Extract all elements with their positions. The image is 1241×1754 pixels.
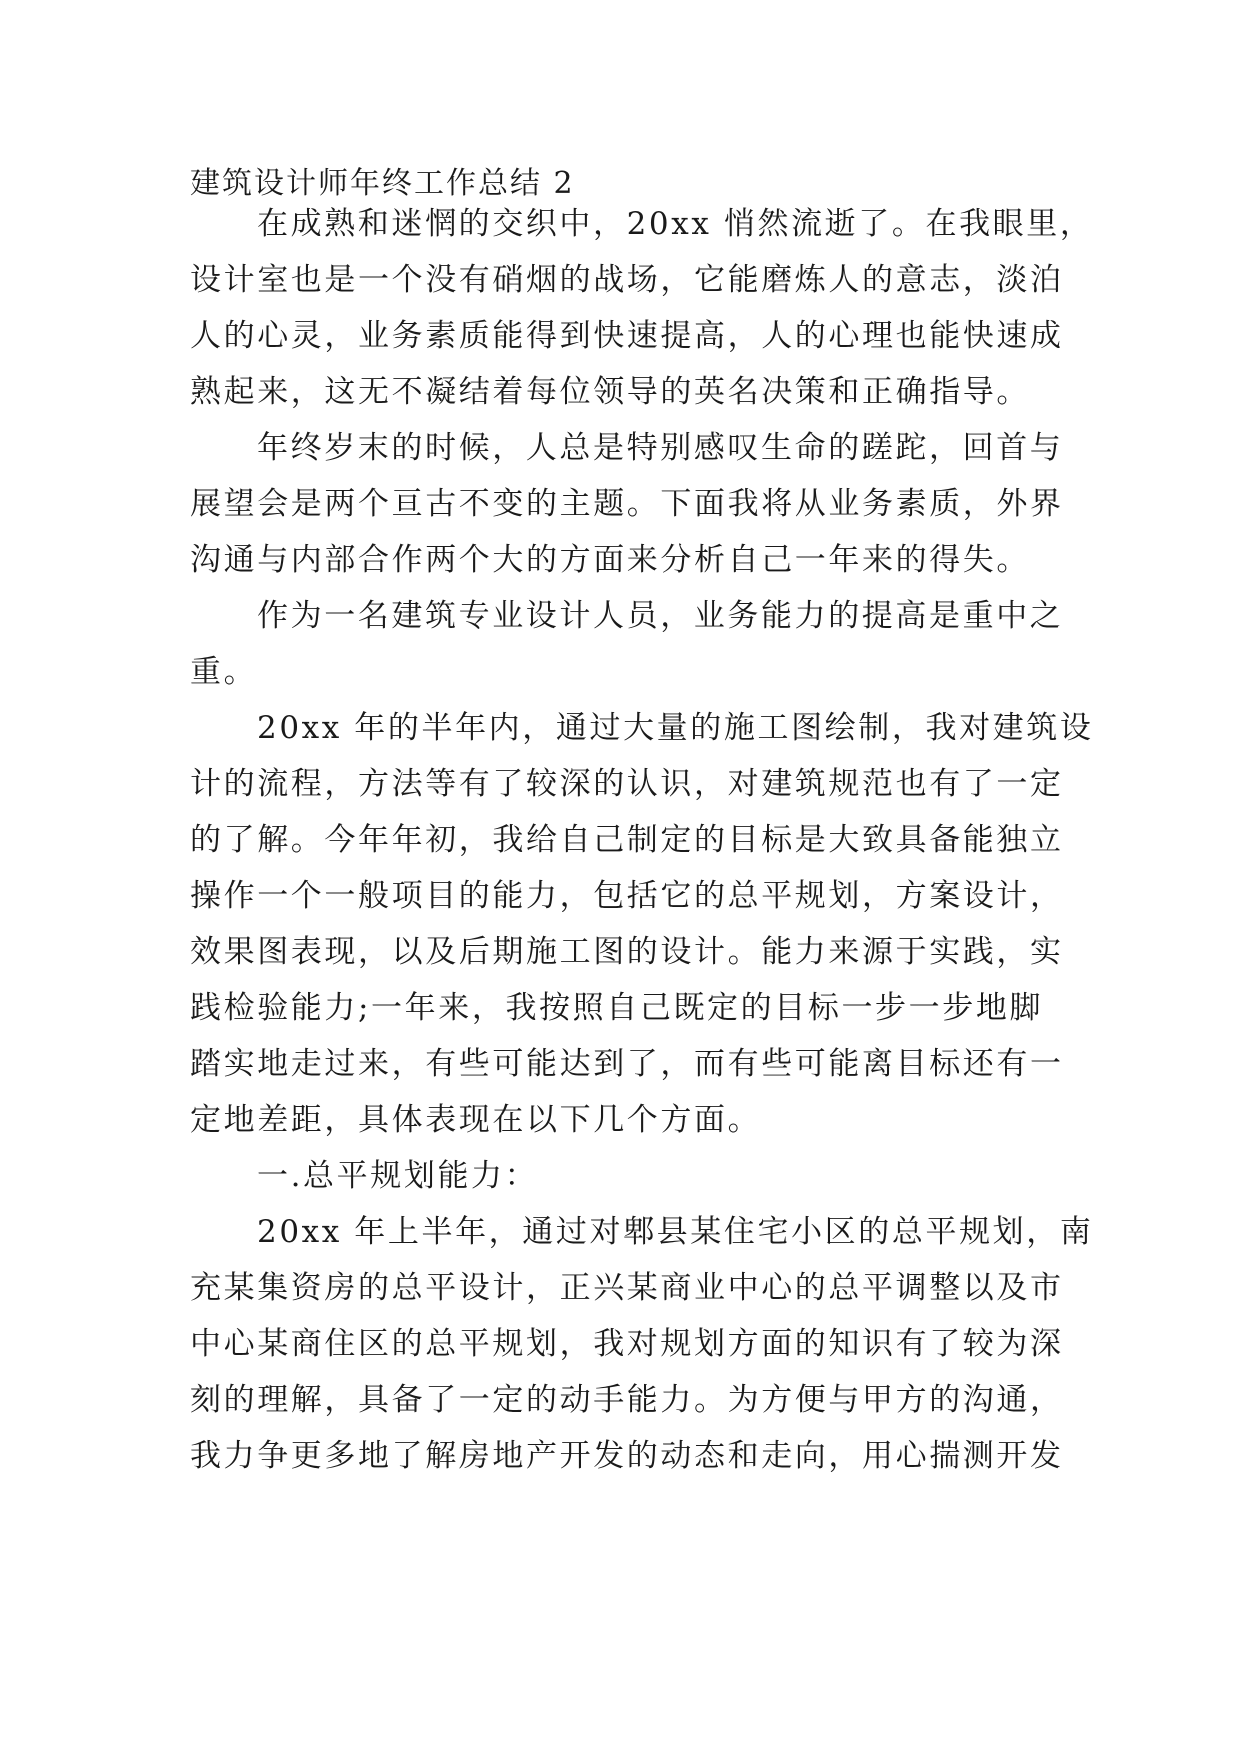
text-line: 沟通与内部合作两个大的方面来分析自己一年来的得失。 (190, 542, 1030, 578)
text-line: 定地差距，具体表现在以下几个方面。 (190, 1102, 762, 1138)
text-line: 踏实地走过来，有些可能达到了，而有些可能离目标还有一 (190, 1046, 1064, 1082)
text-line: 我力争更多地了解房地产开发的动态和走向，用心揣测开发 (190, 1438, 1064, 1474)
text-line: 年终岁末的时候，人总是特别感叹生命的蹉跎，回首与 (257, 430, 1064, 466)
text-line: 重。 (190, 654, 258, 690)
text-line: 操作一个一般项目的能力，包括它的总平规划，方案设计， (190, 878, 1064, 914)
text-line: 展望会是两个亘古不变的主题。下面我将从业务素质，外界 (190, 486, 1064, 522)
text-line: 人的心灵，业务素质能得到快速提高，人的心理也能快速成 (190, 318, 1064, 354)
text-line: 熟起来，这无不凝结着每位领导的英名决策和正确指导。 (190, 374, 1030, 410)
text-line: 中心某商住区的总平规划，我对规划方面的知识有了较为深 (190, 1326, 1064, 1362)
text-line: 效果图表现，以及后期施工图的设计。能力来源于实践，实 (190, 934, 1064, 970)
text-line: 20xx 年的半年内，通过大量的施工图绘制，我对建筑设 (257, 710, 1094, 746)
text-line: 刻的理解，具备了一定的动手能力。为方便与甲方的沟通， (190, 1382, 1064, 1418)
document-title: 建筑设计师年终工作总结 2 (190, 166, 575, 201)
text-line: 充某集资房的总平设计，正兴某商业中心的总平调整以及市 (190, 1270, 1064, 1306)
section-heading: 一.总平规划能力： (257, 1158, 539, 1194)
text-line: 的了解。今年年初，我给自己制定的目标是大致具备能独立 (190, 822, 1064, 858)
text-line: 计的流程，方法等有了较深的认识，对建筑规范也有了一定 (190, 766, 1064, 802)
text-line: 20xx 年上半年，通过对郫县某住宅小区的总平规划，南 (257, 1214, 1094, 1250)
text-line: 设计室也是一个没有硝烟的战场，它能磨炼人的意志，淡泊 (190, 262, 1064, 298)
text-line: 践检验能力;一年来，我按照自己既定的目标一步一步地脚 (190, 990, 1044, 1026)
text-line: 作为一名建筑专业设计人员，业务能力的提高是重中之 (257, 598, 1064, 634)
text-line: 在成熟和迷惘的交织中，20xx 悄然流逝了。在我眼里， (257, 206, 1094, 242)
